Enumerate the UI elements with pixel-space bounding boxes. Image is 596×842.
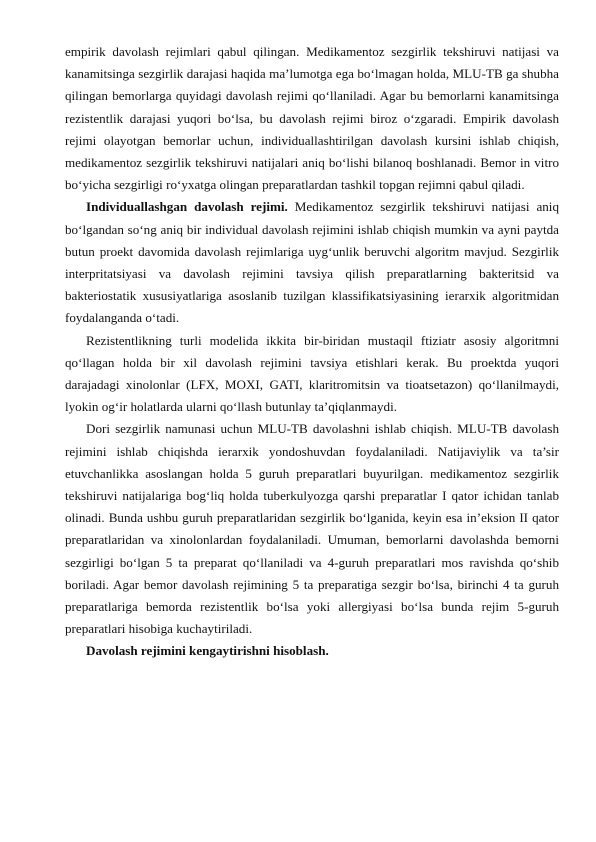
paragraph-individuallashgan xyxy=(65,196,559,329)
paragraph-rezistentlik xyxy=(65,330,559,419)
document-page xyxy=(65,41,559,663)
paragraph-text: empirik davolash rejimlari qabul qilingan. Medikamentoz sezgirlik tekshiruvi natijasi va kanamitsinga sezgirlik darajasi haqida ma’lumotga ega bo‘lmagan holda, MLU-TB ga shubha qilingan bemorlarga quyidagi davolash rejimi qo‘llaniladi. Agar bu bemorlarni kanamitsinga rezistentlik darajasi yuqori bo‘lsa, bu davolash rejimi biroz o‘zgaradi. Empirik davolash rejimi olayotgan bemorlar uchun, individuallashtirilgan davolash kursini ishlab chiqish, medikamentoz sezgirlik tekshiruvi natijalari aniq bo‘lishi bilanoq boshlanadi. Bemor in vitro bo‘yicha sezgirligi ro‘yxatga olingan preparatlardan tashkil topgan rejimni qabul qiladi. xyxy=(65,44,559,193)
paragraph-text: Medikamentoz sezgirlik tekshiruvi natijasi aniq bo‘lgandan so‘ng aniq bir individual davolash rejimini ishlab chiqish mumkin va ayni paytda butun proekt davomida davolash rejimlariga uyg‘unlik beruvchi algoritm mavjud. Sezgirlik interpritatsiyasi va davolash rejimini tavsiya qilish preparatlarning bakteritsid va bakteriostatik xususiyatlariga asoslanib tuzilgan klassifikatsiyasining ierarxik algoritmidan foydalanganda o‘tadi. xyxy=(65,199,559,326)
paragraph-text: Dori sezgirlik namunasi uchun MLU-TB davolashni ishlab chiqish. MLU-TB davolash rejimini ishlab chiqishda ierarxik yondoshuvdan foydalaniladi. Natijaviylik va ta’sir etuvchanlikka asoslangan holda 5 guruh preparatlari buyurilgan. medikamentoz sezgirlik tekshiruvi natijalariga bog‘liq holda tuberkulyozga qarshi preparatlar I qator ichidan tanlab olinadi. Bunda ushbu guruh preparatlaridan sezgirlik bo‘lganida, keyin esa in’eksion II qator preparatlaridan va xinolonlardan foydalaniladi. Umuman, bemorlarni davolashda bemorni sezgirligi bo‘lgan 5 ta preparat qo‘llaniladi va 4-guruh preparatlari mos ravishda qo‘shib boriladi. Agar bemor davolash rejimining 5 ta preparatiga sezgir bo‘lsa, birinchi 4 ta guruh preparatlariga bemorda rezistentlik bo‘lsa yoki allergiyasi bo‘lsa bunda rejim 5-guruh preparatlari hisobiga kuchaytiriladi. xyxy=(65,421,559,637)
section-heading xyxy=(65,640,559,662)
paragraph-dori-sezgirlik xyxy=(65,418,559,640)
paragraph-text: Rezistentlikning turli modelida ikkita bir-biridan mustaqil ftiziatr asosiy algoritmni qo‘llagan holda bir xil davolash rejimini tavsiya etishlari kerak. Bu proektda yuqori darajadagi xinolonlar (LFX, MOXI, GATI, klaritromitsin va tioatsetazon) qo‘llanilmaydi, lyokin og‘ir holatlarda ularni qo‘llash butunlay ta’qiqlanmaydi. xyxy=(65,332,559,415)
section-heading-text: Davolash rejimini kengaytirishni hisoblash. xyxy=(86,643,329,659)
paragraph-empirik-davolash xyxy=(65,41,559,196)
paragraph-heading: Individuallashgan davolash rejimi. xyxy=(86,199,288,215)
